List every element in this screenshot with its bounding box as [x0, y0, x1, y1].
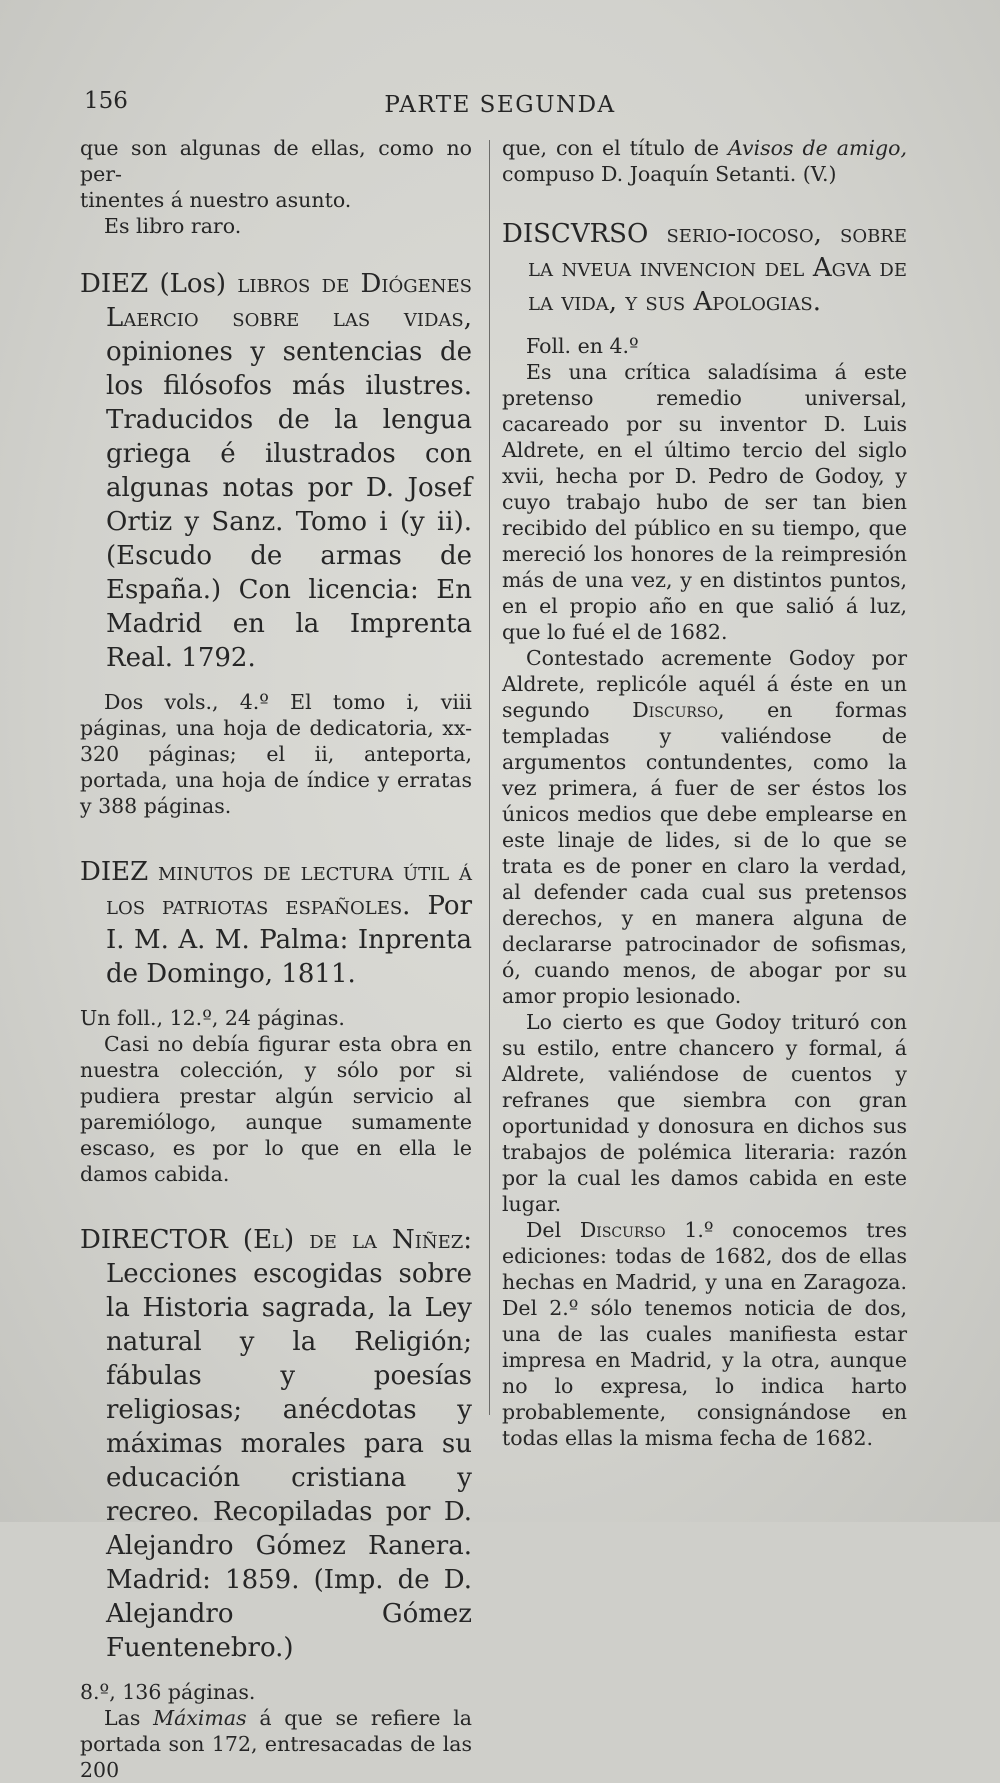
commentary-part: á que se refiere la portada son 172, entresacadas de las 200	[80, 1706, 472, 1782]
entry-title-rest: Por I. M. A. M. Palma: Inprenta de Domingo, 1811.	[106, 891, 472, 989]
italic-title: Avisos de amigo,	[728, 136, 907, 160]
paragraph-2	[502, 645, 907, 1009]
right-column	[502, 135, 907, 1451]
paragraph-part: Del	[526, 1218, 562, 1242]
continuation-line-2: tinentes á nuestro asunto.	[80, 188, 352, 212]
running-title: PARTE SEGUNDA	[384, 92, 616, 118]
continuation-text	[502, 135, 907, 187]
entry-description: 8.º, 136 páginas.	[80, 1680, 256, 1704]
paragraph-smallcaps: Discurso	[632, 698, 718, 722]
entry-smallcaps: libros de Diógenes Laercio sobre las vidas,	[106, 269, 472, 333]
entry-commentary	[80, 1705, 472, 1783]
italic-title: Máximas	[153, 1706, 247, 1730]
paragraph-smallcaps: Discurso	[579, 1218, 666, 1242]
entry-keyword: DIRECTOR	[80, 1225, 228, 1255]
page-number: 156	[84, 88, 128, 114]
entry-heading-director	[80, 1223, 472, 1665]
entry-title-rest: opiniones y sentencias de los filósofos más ilustres. Traducidos de la lengua griega é ilustrados con algunas notas por D. Josef Ortiz y Sanz. Tomo i (y ii). (Escudo de armas de España.) Con licencia: En Madrid en la Imprenta Real. 1792.	[106, 337, 472, 673]
paragraph-1: Es una crítica saladísima á este pretenso remedio universal, cacareado por su inventor D. Luis Aldrete, en el último tercio del siglo xvii, hecha por D. Pedro de Godoy, y cuyo trabajo hubo de ser tan bien recibido del público en su tiempo, que mereció los honores de la reimpresión más de una vez, y en distintos puntos, en el propio año en que salió á luz, que lo fué el de 1682.	[502, 360, 907, 644]
entry-title-rest: Lecciones escogidas sobre la Historia sagrada, la Ley natural y la Religión; fábulas y poesías religiosas; anécdotas y máximas morales para su educación cristiana y recreo. Recopiladas por D. Alejandro Gómez Ranera. Madrid: 1859. (Imp. de D. Alejandro Gómez Fuentenebro.)	[106, 1259, 472, 1663]
entry-description: Foll. en 4.º	[526, 334, 639, 358]
paragraph-part: Contestado acremente Godoy por Aldrete, replicóle aquél á éste en un segundo	[502, 646, 907, 722]
continuation-part: que, con el título de	[502, 136, 720, 160]
continuation-text	[80, 135, 472, 213]
paragraph-3: Lo cierto es que Godoy trituró con su estilo, entre chancero y formal, á Aldrete, valiéndose de cuentos y refranes que siembra con gran oportunidad y donosura en dichos sus trabajos de polémica literaria: razón por la cual les damos cabida en este lugar.	[502, 1010, 907, 1216]
entry-description: Dos vols., 4.º El tomo i, viii páginas, una hoja de dedicatoria, xx-320 páginas; el ii, anteporta, portada, una hoja de índice y erratas y 388 páginas.	[80, 690, 472, 818]
left-column	[80, 135, 472, 1783]
entry-heading-discvrso	[502, 217, 907, 319]
continuation-part: compuso D. Joaquín Setanti. (V.)	[502, 162, 837, 186]
entry-keyword: DIEZ	[80, 269, 149, 299]
commentary-part: Las	[104, 1706, 141, 1730]
entry-heading-diez-libros	[80, 267, 472, 675]
entry-smallcaps: serio-iocoso, sobre la nveua invencion del Agva de la vida, y sus Apologias.	[528, 219, 907, 317]
entry-keyword: DIEZ	[80, 857, 149, 887]
entry-commentary: Casi no debía figurar esta obra en nuestra colección, y sólo por si pudiera prestar algún servicio al paremiólogo, aunque sumamente escaso, es por lo que en ella le damos cabida.	[80, 1032, 472, 1186]
entry-smallcaps: de la Niñez:	[309, 1225, 473, 1255]
continuation-line-1: que son algunas de ellas, como no per-	[80, 136, 472, 186]
entry-description: Un foll., 12.º, 24 páginas.	[80, 1006, 345, 1030]
entry-article: (Los)	[159, 269, 227, 299]
column-divider	[489, 140, 490, 1415]
paragraph-4	[502, 1217, 907, 1451]
entry-smallcaps: minutos de lectura útil á los patriotas españoles.	[106, 857, 473, 921]
paragraph-part: , en formas templadas y valiéndose de argumentos contundentes, como la vez primera, á fuer de ser éstos los únicos medios que debe emplearse en este linaje de lides, si de lo que se trata es de poner en claro la verdad, al defender cada cual sus pretensos derechos, y en manera alguna de declararse patrocinador de sofismas, ó, cuando menos, de abogar por su amor propio lesionado.	[502, 698, 907, 1008]
paragraph-part: 1.º conocemos tres ediciones: todas de 1682, dos de ellas hechas en Madrid, y una en Zaragoza. Del 2.º sólo tenemos noticia de dos, una de las cuales manifiesta estar impresa en Madrid, y la otra, aunque no lo expresa, lo indica harto probablemente, consignándose en todas ellas la misma fecha de 1682.	[502, 1218, 907, 1450]
entry-article: (El)	[242, 1225, 295, 1255]
continuation-note: Es libro raro.	[104, 214, 242, 238]
entry-keyword: DISCVRSO	[502, 219, 649, 249]
entry-heading-diez-minutos	[80, 855, 472, 991]
